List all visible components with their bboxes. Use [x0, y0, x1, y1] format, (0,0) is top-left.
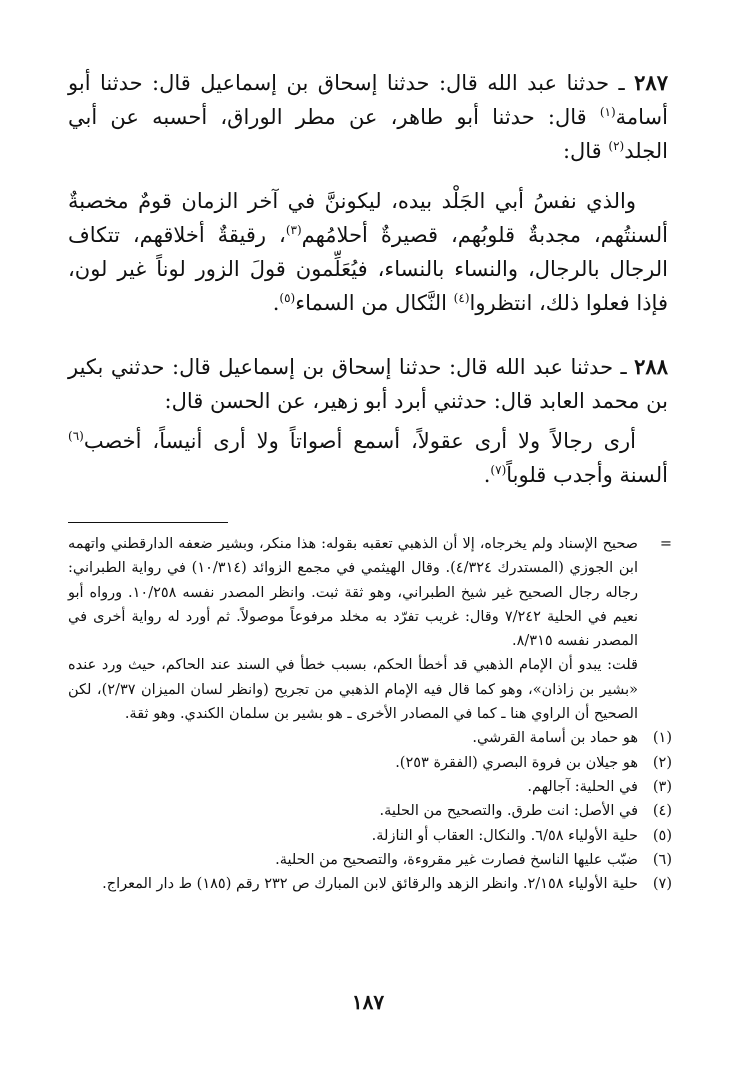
footnote-mark: (٤) [652, 803, 672, 820]
footnote-6 [68, 848, 672, 872]
footnote-2 [68, 751, 672, 775]
matn-text: النَّكال من السماء [295, 291, 454, 315]
footnote-mark: (٥) [652, 827, 672, 844]
hadith-287-isnad [68, 66, 668, 168]
footnote-text: في الأصل: انت طرق. والتصحيح من الحلية. [379, 803, 638, 820]
footnote-separator [68, 522, 228, 523]
matn-text: ألسنة وأجدب قلوباً [506, 463, 668, 487]
footnote-mark: (٧) [652, 876, 672, 893]
hadith-288-isnad [68, 350, 668, 418]
matn-text: . [272, 291, 280, 315]
footnote-ref-5: (٥) [279, 291, 296, 305]
footnote-3 [68, 775, 672, 799]
footnote-text: قلت: يبدو أن الإمام الذهبي قد أخطأ الحكم، بسبب خطأ في السند عند الحاكم، حيث ورد عنده «بشير بن زاذان»، وهو كما قال فيه الإمام الذهبي من تجريح (وانظر لسان الميزان ٢/٣٧)، لكن الصحيح أن الراوي هنا ـ كما في المصادر الأخرى ـ هو بشير بن سلمان الكندي. وهو ثقة. [68, 657, 638, 723]
footnote-continuation [68, 532, 672, 653]
isnad-text: قال: حدثنا أبو طاهر، عن مطر الوراق، أحسبه عن أبي الجلد [68, 105, 668, 163]
hadith-number: ٢٨٨ [634, 354, 668, 379]
footnote-5 [68, 824, 672, 848]
footnote-text: صحيح الإسناد ولم يخرجاه، إلا أن الذهبي تعقبه بقوله: هذا منكر، وبشير ضعفه الدارقطني واتهمه ابن الجوزي (المستدرك ٤/٣٢٤). وقال الهيثمي في مجمع الزوائد (١٠/٣١٤) في رواية الطبراني: رجاله رجال الصحيح غير شيخ الطبراني، وهو ثقة ثبت. وانظر المصدر نفسه ١٠/٢٥٨. ورواه أبو نعيم في الحلية ٧/٢٤٢ وقال: غريب تفرّد به مخلد مرفوعاً موصولاً. ثم أورد له رواية أخرى في المصدر نفسه ٨/٣١٥. [68, 536, 638, 650]
hadith-288-matn [68, 424, 668, 492]
footnote-ref-4: (٤) [453, 291, 470, 305]
footnote-ref-2: (٢) [608, 139, 625, 153]
isnad-text: ـ حدثنا عبد الله قال: حدثنا إسحاق بن إسماعيل قال: حدثنا أبو أسامة [68, 71, 668, 129]
footnote-text: حلية الأولياء ٦/٥٨. والنكال: العقاب أو النازلة. [371, 827, 638, 844]
matn-text: أرى رجالاً ولا أرى عقولاً، أسمع أصواتاً ولا أرى أنيساً، أخصب [83, 429, 636, 453]
footnote-4 [68, 799, 672, 823]
footnote-text: في الحلية: آجالهم. [527, 778, 638, 795]
footnote-ref-6: (٦) [68, 429, 84, 443]
matn-text: . [483, 463, 491, 487]
isnad-text: ـ حدثنا عبد الله قال: حدثنا إسحاق بن إسماعيل قال: حدثني بكير بن محمد العابد قال: حدثني أبرد أبو زهير، عن الحسن قال: [68, 355, 668, 413]
matn-text: ، رقيقةٌ أخلاقهم، تتكاف الرجال بالرجال، والنساء بالنساء، فيُعَلِّمون قولَ الزور لوناً غير لون، فإذا فعلوا ذلك، انتظروا [68, 223, 668, 315]
footnote-continuation [68, 653, 672, 726]
footnote-ref-7: (٧) [490, 463, 507, 477]
footnote-text: ضبّب عليها الناسخ فصارت غير مقروءة، والتصحيح من الحلية. [275, 851, 638, 868]
footnote-mark: (٦) [652, 851, 672, 868]
footnote-mark: (٢) [652, 754, 672, 771]
hadith-number: ٢٨٧ [634, 70, 668, 95]
footnote-7 [68, 872, 672, 896]
footnote-text: حلية الأولياء ٢/١٥٨. وانظر الزهد والرقائق لابن المبارك ص ٢٣٢ رقم (١٨٥) ط دار المعراج. [102, 876, 638, 893]
footnote-1 [68, 726, 672, 750]
footnote-mark: (١) [652, 730, 672, 747]
footnote-mark: = [659, 536, 672, 552]
footnote-mark: (٣) [652, 778, 672, 795]
footnote-ref-1: (١) [599, 105, 616, 119]
page-number: ١٨٧ [351, 990, 385, 1014]
hadith-287-matn [68, 184, 668, 320]
footnote-ref-3: (٣) [285, 223, 302, 237]
footnotes [68, 532, 672, 896]
isnad-text: قال: [562, 139, 609, 163]
matn-text: والذي نفسُ أبي الجَلْد بيده، ليكوننَّ في آخر الزمان قومٌ مخصبةٌ ألسنتُهم، مجدبةٌ قلوبُهم، قصيرةٌ أحلامُهم [68, 189, 669, 247]
footnote-text: هو حماد بن أسامة القرشي. [472, 730, 638, 747]
footnote-text: هو جيلان بن فروة البصري (الفقرة ٢٥٣). [395, 754, 638, 771]
